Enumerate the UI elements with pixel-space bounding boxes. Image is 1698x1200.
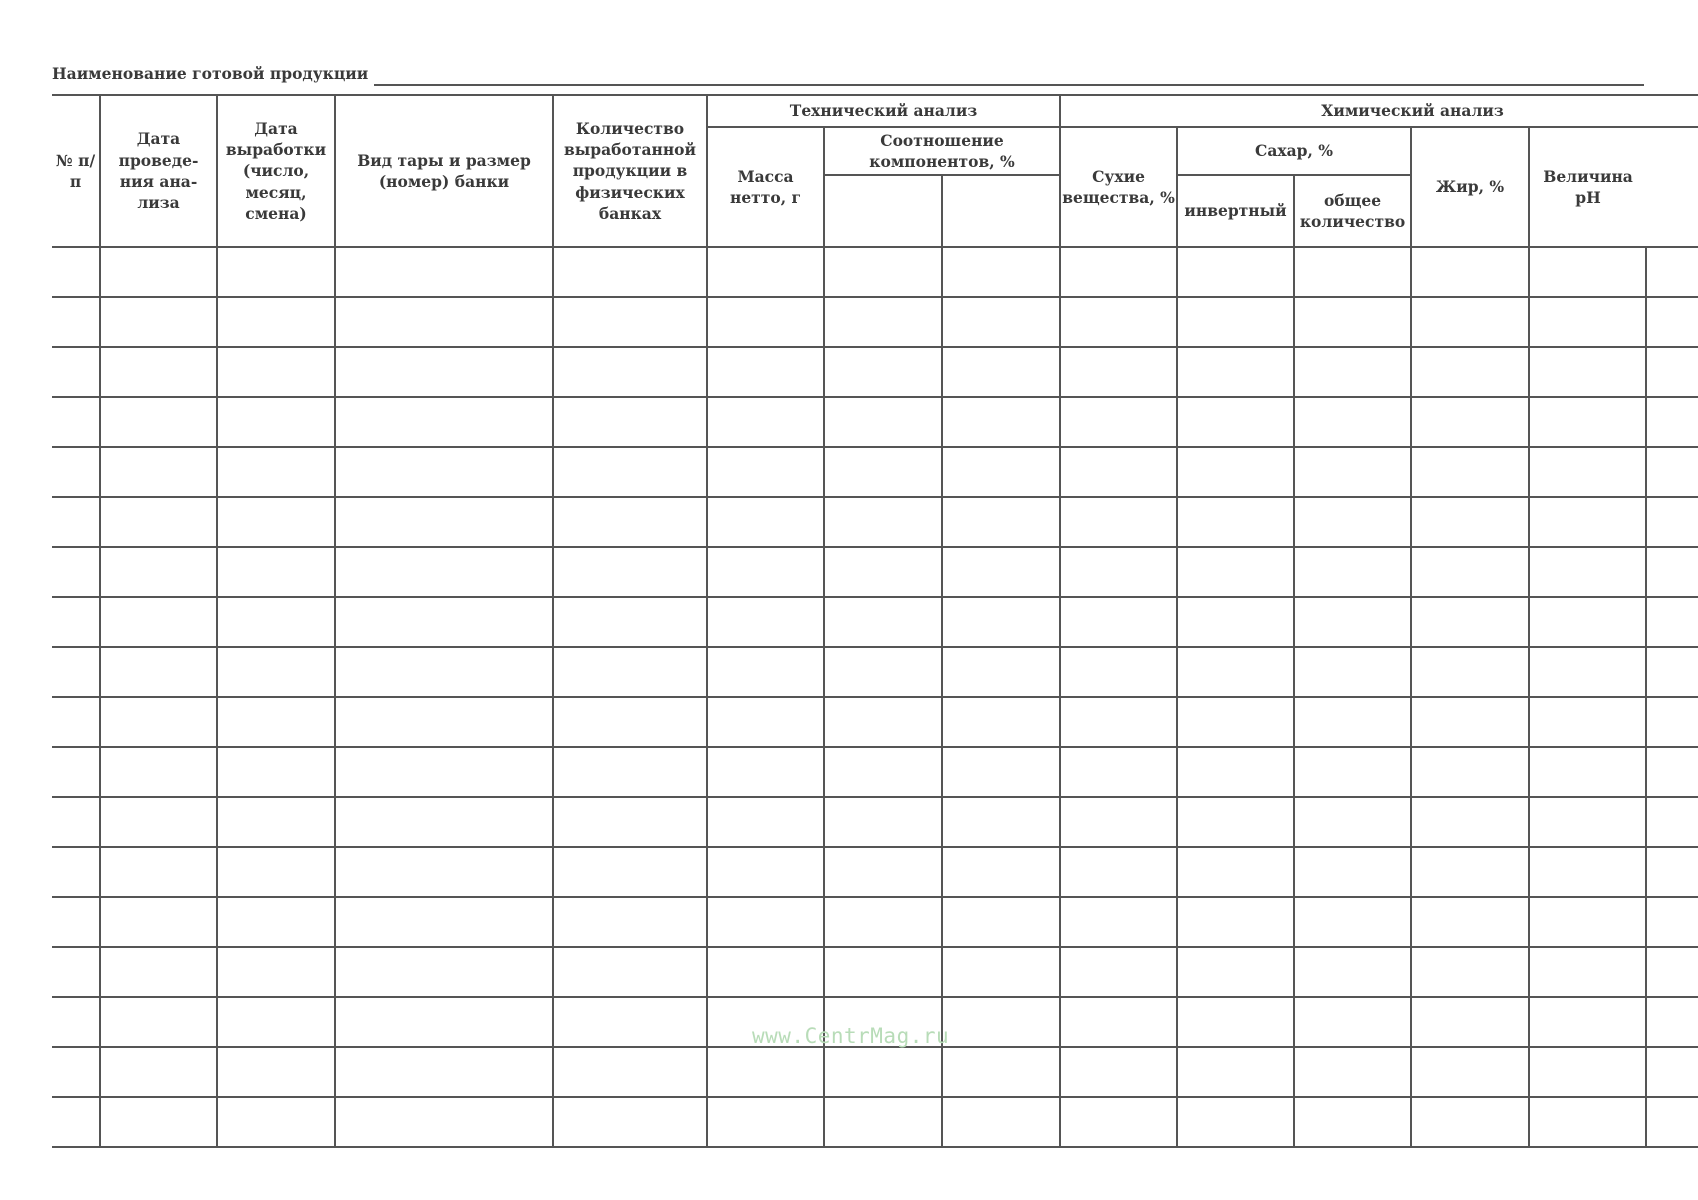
- table-row: [52, 1047, 1698, 1097]
- table-row: [52, 347, 1698, 397]
- table-cell[interactable]: [335, 597, 553, 647]
- table-cell[interactable]: [1529, 797, 1646, 847]
- table-cell[interactable]: [1060, 597, 1177, 647]
- table-cell[interactable]: [1411, 847, 1529, 897]
- table-cell[interactable]: [52, 447, 100, 497]
- table-cell[interactable]: [553, 897, 707, 947]
- table-cell[interactable]: [1294, 1097, 1411, 1147]
- table-cell[interactable]: [217, 997, 335, 1047]
- table-cell[interactable]: [1177, 547, 1294, 597]
- col-sugar-invert-header: инвертный: [1177, 175, 1294, 247]
- table-cell[interactable]: [1411, 647, 1529, 697]
- table-row: [52, 597, 1698, 647]
- table-cell[interactable]: [824, 497, 942, 547]
- table-cell[interactable]: [52, 897, 100, 947]
- table-cell[interactable]: [1646, 597, 1698, 647]
- table-cell[interactable]: [824, 297, 942, 347]
- table-cell[interactable]: [824, 1047, 942, 1097]
- table-cell[interactable]: [335, 997, 553, 1047]
- table-cell[interactable]: [942, 997, 1060, 1047]
- table-cell[interactable]: [100, 297, 217, 347]
- table-cell[interactable]: [553, 1047, 707, 1097]
- table-row: [52, 847, 1698, 897]
- journal-body: [52, 247, 1698, 1147]
- table-cell[interactable]: [707, 897, 824, 947]
- table-cell[interactable]: [553, 747, 707, 797]
- table-cell[interactable]: [217, 447, 335, 497]
- table-cell[interactable]: [553, 597, 707, 647]
- table-cell[interactable]: [942, 247, 1060, 297]
- table-row: [52, 247, 1698, 297]
- table-cell[interactable]: [1529, 647, 1646, 697]
- table-cell[interactable]: [1177, 1097, 1294, 1147]
- table-cell[interactable]: [52, 997, 100, 1047]
- table-row: [52, 697, 1698, 747]
- table-cell[interactable]: [1294, 297, 1411, 347]
- table-cell[interactable]: [1177, 247, 1294, 297]
- table-cell[interactable]: [52, 1097, 100, 1147]
- table-cell[interactable]: [1294, 997, 1411, 1047]
- product-name-field[interactable]: [374, 64, 1644, 86]
- table-cell[interactable]: [942, 1097, 1060, 1147]
- table-cell[interactable]: [335, 897, 553, 947]
- table-cell[interactable]: [707, 947, 824, 997]
- table-cell[interactable]: [1529, 1047, 1646, 1097]
- table-cell[interactable]: [217, 547, 335, 597]
- table-row: [52, 447, 1698, 497]
- col-ph-header: Величина pH: [1529, 127, 1646, 247]
- table-cell[interactable]: [100, 747, 217, 797]
- table-cell[interactable]: [52, 597, 100, 647]
- table-cell[interactable]: [1529, 247, 1646, 297]
- table-cell[interactable]: [100, 447, 217, 497]
- table-cell[interactable]: [942, 647, 1060, 697]
- col-ratio-sub-1-header: [824, 175, 942, 247]
- table-cell[interactable]: [1529, 597, 1646, 647]
- table-cell[interactable]: [1177, 447, 1294, 497]
- table-cell[interactable]: [707, 747, 824, 797]
- table-cell[interactable]: [335, 1097, 553, 1147]
- table-cell[interactable]: [1177, 947, 1294, 997]
- analysis-journal-table: [52, 94, 1698, 1148]
- table-cell[interactable]: [1060, 747, 1177, 797]
- col-quantity-header: Количество выработанной продукции в физических банках: [553, 95, 707, 247]
- table-cell[interactable]: [1294, 697, 1411, 747]
- table-cell[interactable]: [553, 547, 707, 597]
- table-cell[interactable]: [217, 797, 335, 847]
- table-cell[interactable]: [1294, 397, 1411, 447]
- table-cell[interactable]: [824, 597, 942, 647]
- table-cell[interactable]: [217, 297, 335, 347]
- table-cell[interactable]: [1529, 997, 1646, 1047]
- table-cell[interactable]: [100, 347, 217, 397]
- table-cell[interactable]: [1411, 797, 1529, 847]
- table-cell[interactable]: [100, 497, 217, 547]
- table-cell[interactable]: [1646, 347, 1698, 397]
- table-row: [52, 547, 1698, 597]
- table-cell[interactable]: [942, 797, 1060, 847]
- table-cell[interactable]: [824, 697, 942, 747]
- table-cell[interactable]: [553, 1097, 707, 1147]
- table-cell[interactable]: [1294, 847, 1411, 897]
- table-cell[interactable]: [1177, 897, 1294, 947]
- table-cell[interactable]: [52, 797, 100, 847]
- table-cell[interactable]: [553, 997, 707, 1047]
- table-cell[interactable]: [217, 747, 335, 797]
- table-cell[interactable]: [707, 247, 824, 297]
- table-cell[interactable]: [1294, 897, 1411, 947]
- table-cell[interactable]: [1294, 797, 1411, 847]
- table-cell[interactable]: [335, 547, 553, 597]
- table-cell[interactable]: [217, 847, 335, 897]
- table-cell[interactable]: [942, 897, 1060, 947]
- table-cell[interactable]: [942, 697, 1060, 747]
- table-cell[interactable]: [1529, 497, 1646, 547]
- table-cell[interactable]: [1294, 547, 1411, 597]
- table-cell[interactable]: [52, 697, 100, 747]
- col-sugar-total-header: общее количество: [1294, 175, 1411, 247]
- table-cell[interactable]: [335, 647, 553, 697]
- table-cell[interactable]: [1060, 447, 1177, 497]
- col-fat-header: Жир, %: [1411, 127, 1529, 247]
- table-cell[interactable]: [1411, 447, 1529, 497]
- table-cell[interactable]: [1294, 347, 1411, 397]
- table-cell[interactable]: [52, 647, 100, 697]
- table-cell[interactable]: [1177, 597, 1294, 647]
- table-cell[interactable]: [52, 547, 100, 597]
- table-cell[interactable]: [553, 397, 707, 447]
- table-cell[interactable]: [824, 347, 942, 397]
- table-cell[interactable]: [1294, 647, 1411, 697]
- table-cell[interactable]: [100, 397, 217, 447]
- table-cell[interactable]: [100, 897, 217, 947]
- table-row: [52, 897, 1698, 947]
- table-cell[interactable]: [1060, 947, 1177, 997]
- table-cell[interactable]: [1177, 397, 1294, 447]
- table-cell[interactable]: [1646, 1097, 1698, 1147]
- table-cell[interactable]: [1411, 397, 1529, 447]
- table-cell[interactable]: [1177, 647, 1294, 697]
- table-cell[interactable]: [1646, 797, 1698, 847]
- col-analysis-date-header: Дата проведе- ния ана- лиза: [100, 95, 217, 247]
- table-cell[interactable]: [1411, 1097, 1529, 1147]
- table-cell[interactable]: [1177, 847, 1294, 897]
- col-dry-matter-header: Сухие вещества, %: [1060, 127, 1177, 247]
- table-cell[interactable]: [1411, 547, 1529, 597]
- table-cell[interactable]: [1411, 997, 1529, 1047]
- table-cell[interactable]: [217, 947, 335, 997]
- table-cell[interactable]: [1646, 897, 1698, 947]
- table-cell[interactable]: [1177, 697, 1294, 747]
- table-cell[interactable]: [824, 547, 942, 597]
- table-cell[interactable]: [1529, 747, 1646, 797]
- table-cell[interactable]: [553, 497, 707, 547]
- table-cell[interactable]: [942, 397, 1060, 447]
- table-cell[interactable]: [217, 1097, 335, 1147]
- product-name-line: [52, 56, 1644, 86]
- table-cell[interactable]: [1294, 247, 1411, 297]
- product-name-label: Наименование готовой продукции: [52, 64, 369, 83]
- table-row: [52, 1097, 1698, 1147]
- table-cell[interactable]: [1060, 647, 1177, 697]
- table-cell[interactable]: [1411, 697, 1529, 747]
- table-cell[interactable]: [335, 797, 553, 847]
- table-cell[interactable]: [52, 497, 100, 547]
- table-cell[interactable]: [335, 247, 553, 297]
- table-cell[interactable]: [1646, 247, 1698, 297]
- table-cell[interactable]: [52, 397, 100, 447]
- table-cell[interactable]: [217, 397, 335, 447]
- table-cell[interactable]: [1529, 447, 1646, 497]
- table-cell[interactable]: [100, 947, 217, 997]
- table-cell[interactable]: [553, 247, 707, 297]
- table-cell[interactable]: [1646, 647, 1698, 697]
- table-cell[interactable]: [1060, 247, 1177, 297]
- table-cell[interactable]: [824, 847, 942, 897]
- table-cell[interactable]: [707, 347, 824, 397]
- table-cell[interactable]: [1411, 747, 1529, 797]
- table-row: [52, 497, 1698, 547]
- table-cell[interactable]: [1411, 947, 1529, 997]
- table-cell[interactable]: [1294, 1047, 1411, 1097]
- table-cell[interactable]: [1529, 397, 1646, 447]
- table-cell[interactable]: [335, 397, 553, 447]
- table-cell[interactable]: [100, 247, 217, 297]
- table-cell[interactable]: [217, 697, 335, 747]
- table-cell[interactable]: [707, 447, 824, 497]
- table-cell[interactable]: [1529, 847, 1646, 897]
- table-cell[interactable]: [1646, 847, 1698, 897]
- table-cell[interactable]: [1529, 547, 1646, 597]
- table-cell[interactable]: [1177, 797, 1294, 847]
- table-cell[interactable]: [1177, 747, 1294, 797]
- table-row: [52, 647, 1698, 697]
- table-cell[interactable]: [217, 1047, 335, 1097]
- table-cell[interactable]: [942, 347, 1060, 397]
- table-cell[interactable]: [1411, 247, 1529, 297]
- table-cell[interactable]: [335, 747, 553, 797]
- table-cell[interactable]: [1529, 947, 1646, 997]
- table-cell[interactable]: [100, 697, 217, 747]
- col-sugar-header: Сахар, %: [1177, 127, 1411, 175]
- col-ratio-sub-2-header: [942, 175, 1060, 247]
- table-cell[interactable]: [942, 1047, 1060, 1097]
- table-cell[interactable]: [1646, 497, 1698, 547]
- table-cell[interactable]: [100, 797, 217, 847]
- table-cell[interactable]: [1411, 897, 1529, 947]
- table-cell[interactable]: [707, 497, 824, 547]
- table-cell[interactable]: [942, 297, 1060, 347]
- table-cell[interactable]: [1646, 397, 1698, 447]
- table-cell[interactable]: [1646, 697, 1698, 747]
- table-cell[interactable]: [707, 797, 824, 847]
- col-container-header: Вид тары и размер (номер) банки: [335, 95, 553, 247]
- table-cell[interactable]: [1060, 547, 1177, 597]
- table-cell[interactable]: [824, 797, 942, 847]
- table-cell[interactable]: [553, 697, 707, 747]
- table-cell[interactable]: [335, 497, 553, 547]
- table-cell[interactable]: [217, 347, 335, 397]
- table-cell[interactable]: [942, 747, 1060, 797]
- table-cell[interactable]: [335, 297, 553, 347]
- group-technical-header: Технический анализ: [707, 95, 1060, 127]
- table-cell[interactable]: [1646, 947, 1698, 997]
- table-cell[interactable]: [553, 447, 707, 497]
- table-cell[interactable]: [52, 1047, 100, 1097]
- table-cell[interactable]: [707, 647, 824, 697]
- table-cell[interactable]: [553, 647, 707, 697]
- table-cell[interactable]: [1060, 997, 1177, 1047]
- col-net-mass-header: Масса нетто, г: [707, 127, 824, 247]
- table-cell[interactable]: [707, 397, 824, 447]
- table-cell[interactable]: [1294, 447, 1411, 497]
- table-cell[interactable]: [1411, 597, 1529, 647]
- table-cell[interactable]: [217, 247, 335, 297]
- table-cell[interactable]: [553, 847, 707, 897]
- table-cell[interactable]: [1060, 397, 1177, 447]
- table-cell[interactable]: [335, 697, 553, 747]
- table-cell[interactable]: [1646, 1047, 1698, 1097]
- table-cell[interactable]: [1060, 797, 1177, 847]
- table-cell[interactable]: [1060, 1097, 1177, 1147]
- table-cell[interactable]: [1294, 747, 1411, 797]
- table-cell[interactable]: [1411, 497, 1529, 547]
- table-cell[interactable]: [1060, 847, 1177, 897]
- table-cell[interactable]: [1294, 597, 1411, 647]
- table-cell[interactable]: [1646, 747, 1698, 797]
- table-cell[interactable]: [1646, 547, 1698, 597]
- table-cell[interactable]: [824, 397, 942, 447]
- col-number-header: № п/п: [52, 95, 100, 247]
- table-row: [52, 947, 1698, 997]
- table-cell[interactable]: [1177, 997, 1294, 1047]
- table-cell[interactable]: [100, 997, 217, 1047]
- table-cell[interactable]: [52, 297, 100, 347]
- table-cell[interactable]: [942, 447, 1060, 497]
- table-cell[interactable]: [52, 847, 100, 897]
- table-cell[interactable]: [217, 597, 335, 647]
- table-cell[interactable]: [1060, 497, 1177, 547]
- col-production-date-header: Дата выработки (число, месяц, смена): [217, 95, 335, 247]
- table-cell[interactable]: [1177, 497, 1294, 547]
- table-cell[interactable]: [1294, 497, 1411, 547]
- table-cell[interactable]: [100, 1047, 217, 1097]
- table-cell[interactable]: [217, 497, 335, 547]
- table-cell[interactable]: [1177, 297, 1294, 347]
- table-cell[interactable]: [824, 897, 942, 947]
- table-cell[interactable]: [942, 847, 1060, 897]
- table-cell[interactable]: [553, 947, 707, 997]
- table-cell[interactable]: [1060, 697, 1177, 747]
- table-cell[interactable]: [553, 797, 707, 847]
- table-cell[interactable]: [1529, 697, 1646, 747]
- table-cell[interactable]: [335, 347, 553, 397]
- table-cell[interactable]: [1411, 347, 1529, 397]
- table-cell[interactable]: [824, 1097, 942, 1147]
- table-row: [52, 297, 1698, 347]
- table-cell[interactable]: [824, 947, 942, 997]
- table-cell[interactable]: [824, 447, 942, 497]
- table-cell[interactable]: [824, 647, 942, 697]
- table-cell[interactable]: [1060, 897, 1177, 947]
- table-cell[interactable]: [1529, 897, 1646, 947]
- table-cell[interactable]: [1646, 447, 1698, 497]
- table-cell[interactable]: [52, 947, 100, 997]
- table-cell[interactable]: [335, 947, 553, 997]
- table-cell[interactable]: [52, 747, 100, 797]
- table-cell[interactable]: [1060, 297, 1177, 347]
- table-cell[interactable]: [1060, 1047, 1177, 1097]
- table-cell[interactable]: [1646, 297, 1698, 347]
- group-chemical-header: Химический анализ: [1060, 95, 1698, 127]
- table-cell[interactable]: [942, 597, 1060, 647]
- table-row: [52, 797, 1698, 847]
- table-cell[interactable]: [1411, 1047, 1529, 1097]
- table-cell[interactable]: [335, 847, 553, 897]
- table-cell[interactable]: [707, 847, 824, 897]
- table-cell[interactable]: [824, 247, 942, 297]
- table-cell[interactable]: [1646, 997, 1698, 1047]
- table-cell[interactable]: [1411, 297, 1529, 347]
- table-cell[interactable]: [707, 1047, 824, 1097]
- table-cell[interactable]: [335, 1047, 553, 1097]
- table-cell[interactable]: [1529, 347, 1646, 397]
- table-cell[interactable]: [1529, 1097, 1646, 1147]
- table-cell[interactable]: [942, 547, 1060, 597]
- table-cell[interactable]: [100, 597, 217, 647]
- table-cell[interactable]: [1060, 347, 1177, 397]
- table-cell[interactable]: [52, 347, 100, 397]
- table-cell[interactable]: [707, 547, 824, 597]
- table-cell[interactable]: [707, 597, 824, 647]
- table-cell[interactable]: [52, 247, 100, 297]
- table-cell[interactable]: [824, 747, 942, 797]
- table-cell[interactable]: [217, 647, 335, 697]
- table-cell[interactable]: [217, 897, 335, 947]
- table-row: [52, 747, 1698, 797]
- table-cell[interactable]: [707, 1097, 824, 1147]
- table-cell[interactable]: [1529, 297, 1646, 347]
- col-ratio-header: Соотношение компонентов, %: [824, 127, 1060, 175]
- table-cell[interactable]: [707, 697, 824, 747]
- table-cell[interactable]: [942, 497, 1060, 547]
- table-cell[interactable]: [1177, 1047, 1294, 1097]
- table-cell[interactable]: [100, 647, 217, 697]
- table-cell[interactable]: [100, 547, 217, 597]
- table-row: [52, 397, 1698, 447]
- table-cell[interactable]: [100, 1097, 217, 1147]
- table-cell[interactable]: [553, 297, 707, 347]
- watermark: www.CentrMag.ru: [752, 1024, 950, 1048]
- table-cell[interactable]: [335, 447, 553, 497]
- table-cell[interactable]: [1294, 947, 1411, 997]
- table-cell[interactable]: [553, 347, 707, 397]
- table-cell[interactable]: [707, 297, 824, 347]
- table-cell[interactable]: [100, 847, 217, 897]
- table-cell[interactable]: [1177, 347, 1294, 397]
- table-cell[interactable]: [942, 947, 1060, 997]
